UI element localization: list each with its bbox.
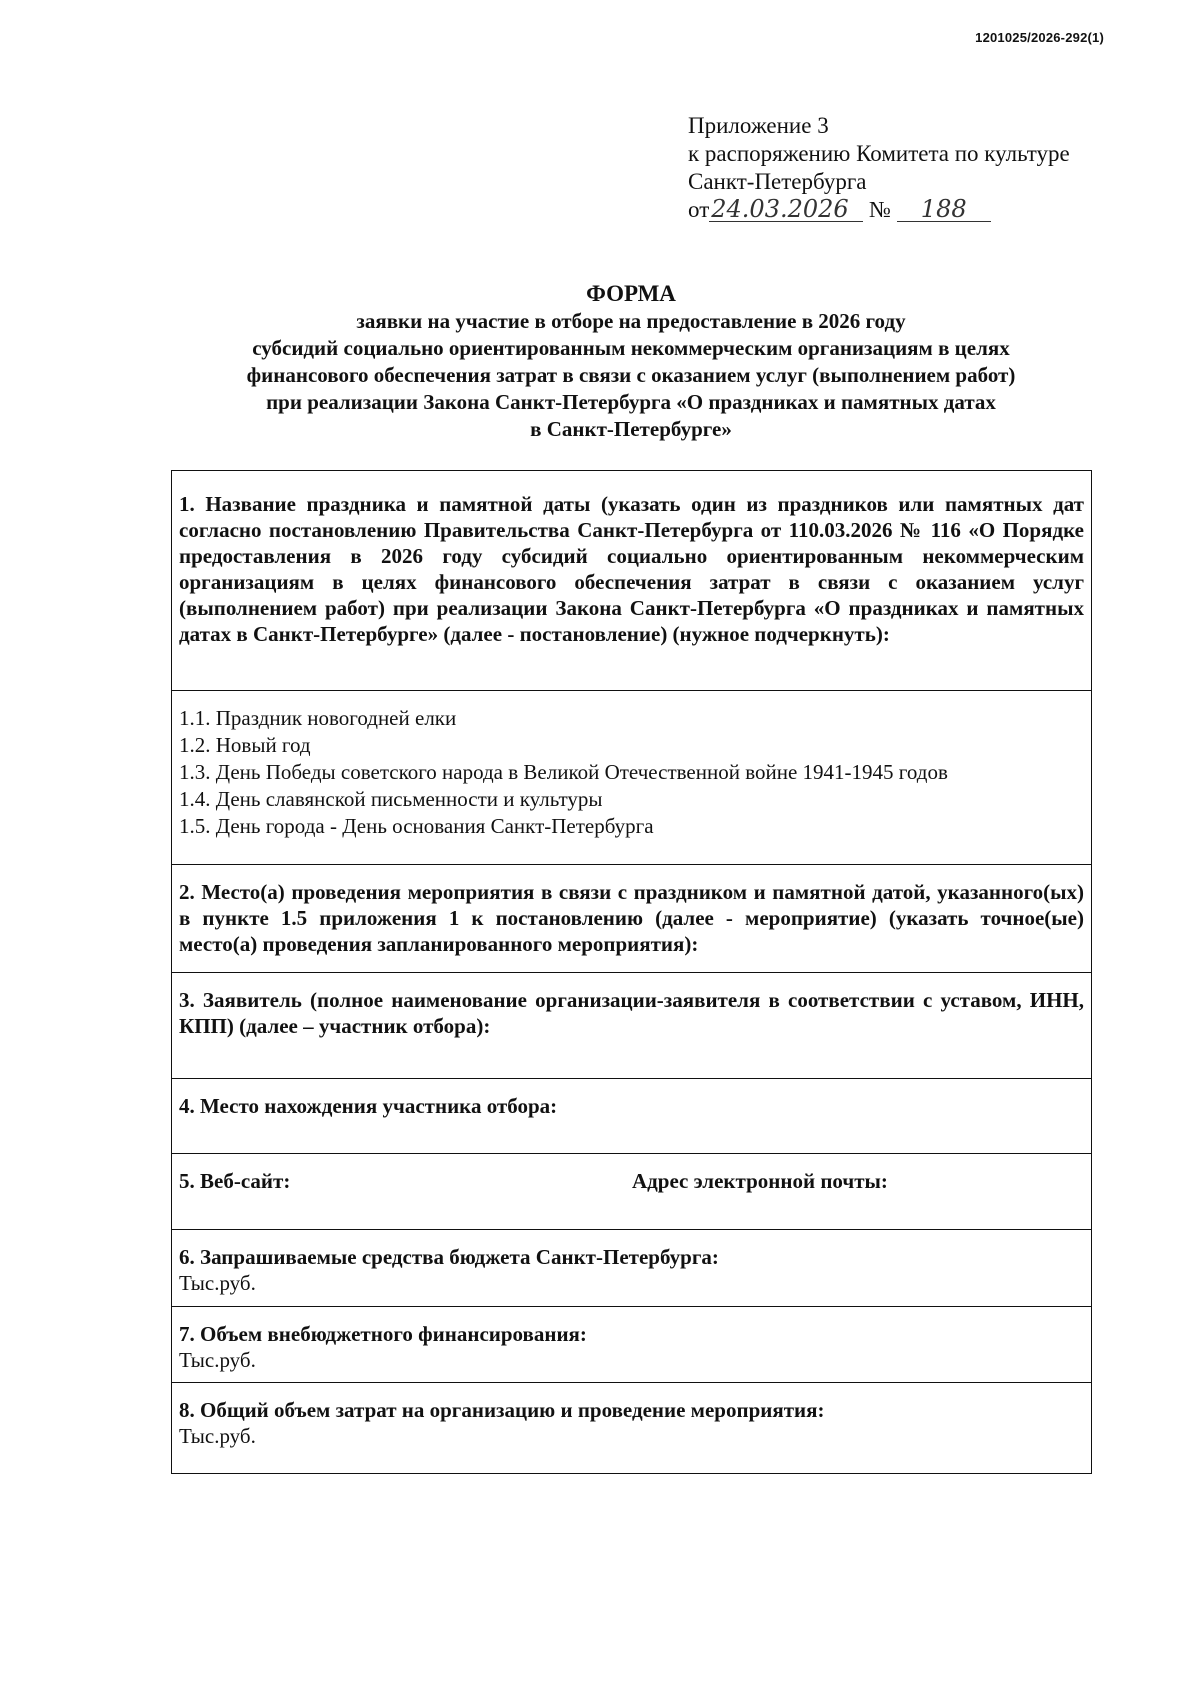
section-1-holiday-name bbox=[172, 471, 1091, 691]
section-7-unit: Тыс.руб. bbox=[179, 1348, 256, 1372]
form-subtitle-line: в Санкт-Петербурге» bbox=[530, 417, 732, 441]
section-6-unit: Тыс.руб. bbox=[179, 1271, 256, 1295]
section-6-heading: 6. Запрашиваемые средства бюджета Санкт-Петербурга: bbox=[179, 1245, 719, 1269]
application-form-table bbox=[171, 470, 1092, 1474]
holiday-option[interactable]: 1.2. Новый год bbox=[179, 733, 311, 757]
holiday-option[interactable]: 1.5. День города - День основания Санкт-Петербурга bbox=[179, 814, 654, 838]
appendix-block bbox=[688, 112, 1070, 224]
appendix-date-line bbox=[688, 196, 1070, 224]
section-2-event-location[interactable] bbox=[172, 865, 1091, 973]
section-8-total-costs[interactable] bbox=[172, 1383, 1091, 1473]
form-subtitle-line: финансового обеспечения затрат в связи с оказанием услуг (выполнением работ) bbox=[246, 363, 1016, 387]
section-3-applicant[interactable] bbox=[172, 973, 1091, 1079]
section-3-heading: 3. Заявитель (полное наименование организации-заявителя в соответствии с уставом, ИНН, КПП) (далее – участник отбора): bbox=[179, 988, 1084, 1038]
appendix-line-1: Приложение 3 bbox=[688, 113, 829, 138]
section-1-heading: 1. Название праздника и памятной даты (указать один из праздников или памятных дат согласно постановлению Правительства Санкт-Петербурга от 110.03.2026 № 116 «О Порядке предоставления в 2026 году субсидий социально ориентированным некоммерческим организациям в целях финансового обеспечения затрат в связи с оказанием услуг (выполнением работ) при реализации Закона Санкт-Петербурга «О праздниках и памятных датах в Санкт-Петербурге» (далее - постановление) (нужное подчеркнуть): bbox=[179, 492, 1084, 646]
holiday-option[interactable]: 1.1. Праздник новогодней елки bbox=[179, 706, 457, 730]
form-title: ФОРМА bbox=[586, 281, 676, 306]
section-7-heading: 7. Объем внебюджетного финансирования: bbox=[179, 1322, 587, 1346]
holiday-option[interactable]: 1.4. День славянской письменности и культуры bbox=[179, 787, 603, 811]
holiday-option[interactable]: 1.3. День Победы советского народа в Великой Отечественной войне 1941-1945 годов bbox=[179, 760, 948, 784]
number-prefix: № bbox=[869, 197, 891, 222]
section-5-contacts[interactable] bbox=[172, 1154, 1091, 1230]
section-8-unit: Тыс.руб. bbox=[179, 1424, 256, 1448]
form-subtitle-line: субсидий социально ориентированным некоммерческим организациям в целях bbox=[252, 336, 1010, 360]
form-subtitle-line: заявки на участие в отборе на предоставление в 2026 году bbox=[356, 309, 906, 333]
document-registration-number: 1201025/2026-292(1) bbox=[975, 30, 1104, 45]
form-subtitle-line: при реализации Закона Санкт-Петербурга «О праздниках и памятных датах bbox=[266, 390, 996, 414]
section-7-extrabudgetary-funds[interactable] bbox=[172, 1307, 1091, 1383]
handwritten-date: 24.03.2026 bbox=[709, 197, 863, 222]
holiday-options-list bbox=[172, 691, 1091, 865]
email-label: Адрес электронной почты: bbox=[632, 1169, 888, 1193]
section-6-budget-funds[interactable] bbox=[172, 1230, 1091, 1307]
date-prefix: от bbox=[688, 197, 710, 222]
form-title-block bbox=[170, 280, 1092, 443]
section-8-heading: 8. Общий объем затрат на организацию и проведение мероприятия: bbox=[179, 1398, 825, 1422]
appendix-line-2: к распоряжению Комитета по культуре bbox=[688, 141, 1070, 166]
section-2-heading: 2. Место(а) проведения мероприятия в связи с праздником и памятной датой, указанного(ых) в пункте 1.5 приложения 1 к постановлению (далее - мероприятие) (указать точное(ые) место(а) проведения запланированного мероприятия): bbox=[179, 880, 1084, 956]
appendix-line-3: Санкт-Петербурга bbox=[688, 169, 867, 194]
section-4-heading: 4. Место нахождения участника отбора: bbox=[179, 1094, 558, 1118]
handwritten-number: 188 bbox=[897, 197, 991, 222]
section-4-participant-address[interactable] bbox=[172, 1079, 1091, 1154]
website-label: 5. Веб-сайт: bbox=[179, 1169, 291, 1193]
